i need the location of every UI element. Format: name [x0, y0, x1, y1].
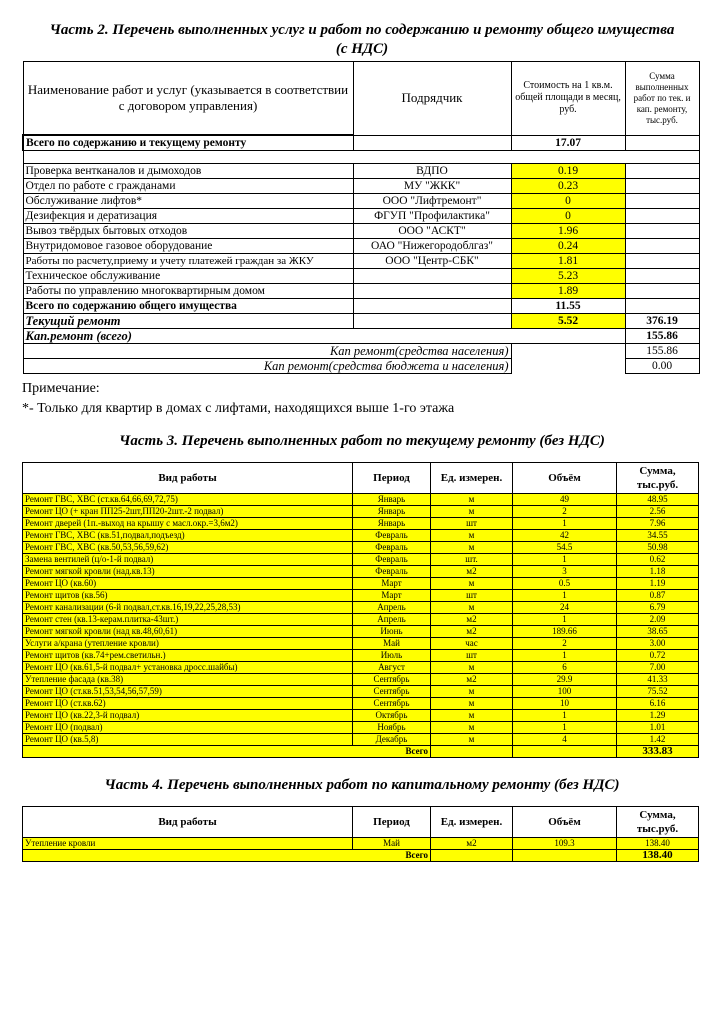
row-work: Ремонт стен (кв.13-керам.плитка-43шт.) [23, 614, 353, 626]
row-volume: 42 [513, 530, 617, 542]
row-sum [625, 179, 699, 194]
row-period: Сентябрь [353, 698, 431, 710]
row-sum: 3.00 [617, 638, 699, 650]
row-work: Ремонт ЦО (подвал) [23, 722, 353, 734]
row-contractor [353, 284, 511, 299]
current-repair-contractor [353, 314, 511, 329]
capital-repair-row [23, 329, 699, 344]
row-contractor: МУ "ЖКК" [353, 179, 511, 194]
row-work: Утепление фасада (кв.38) [23, 674, 353, 686]
row-work: Ремонт ЦО (кв.22,3-й подвал) [23, 710, 353, 722]
row-sum: 0.62 [617, 554, 699, 566]
total-row [23, 135, 699, 151]
row-sum: 38.65 [617, 626, 699, 638]
note-text: *- Только для квартир в домах с лифтами, находящихся выше 1-го этажа [22, 401, 455, 416]
row-volume: 2 [513, 638, 617, 650]
row-work: Ремонт ГВС, ХВС (ст.кв.64,66,69,72,75) [23, 494, 353, 506]
row-sum [625, 239, 699, 254]
maintenance-total-label: Всего по содержанию общего имущества [23, 299, 353, 314]
row-unit: м2 [431, 614, 513, 626]
row-unit: м2 [431, 838, 513, 850]
capital-budget-row [23, 359, 699, 374]
row-sum [625, 209, 699, 224]
table-row [23, 614, 699, 626]
row-work: Ремонт дверей (1п.-выход на крышу с масл.окр.=3,6м2) [23, 518, 353, 530]
row-sum: 50.98 [617, 542, 699, 554]
total-label: Всего по содержанию и текущему ремонту [23, 135, 353, 151]
part2-header-row [23, 62, 699, 136]
row-unit: шт [431, 518, 513, 530]
row-name: Внутридомовое газовое оборудование [23, 239, 353, 254]
table-row [23, 254, 699, 269]
part3-total-row [23, 746, 699, 758]
part2-table [22, 61, 700, 374]
row-work: Ремонт ЦО (ст.кв.62) [23, 698, 353, 710]
row-name: Обслуживание лифтов* [23, 194, 353, 209]
row-unit: м [431, 686, 513, 698]
part3-total-unit [431, 746, 513, 758]
part3-table [22, 462, 699, 758]
header-unit: Ед. измерен. [431, 463, 513, 494]
capital-budget-label: Кап ремонт(средства бюджета и населения) [23, 359, 511, 374]
row-unit: м2 [431, 566, 513, 578]
row-unit: м [431, 530, 513, 542]
row-cost: 1.96 [511, 224, 625, 239]
capital-population-sum: 155.86 [625, 344, 699, 359]
maintenance-total-sum [625, 299, 699, 314]
row-period: Апрель [353, 614, 431, 626]
part4-header-row [23, 807, 699, 838]
row-sum: 1.19 [617, 578, 699, 590]
row-sum: 7.00 [617, 662, 699, 674]
row-volume: 1 [513, 614, 617, 626]
row-sum: 41.33 [617, 674, 699, 686]
row-sum: 1.42 [617, 734, 699, 746]
row-unit: м2 [431, 626, 513, 638]
header-period: Период [353, 807, 431, 838]
part4-total-sum: 138.40 [617, 850, 699, 862]
table-row [23, 530, 699, 542]
row-volume: 49 [513, 494, 617, 506]
row-period: Ноябрь [353, 722, 431, 734]
row-unit: час [431, 638, 513, 650]
row-unit: шт [431, 650, 513, 662]
header-volume: Объём [513, 807, 617, 838]
row-sum [625, 194, 699, 209]
table-row [23, 494, 699, 506]
row-sum [625, 284, 699, 299]
current-repair-row [23, 314, 699, 329]
row-contractor: ФГУП "Профилактика" [353, 209, 511, 224]
row-volume: 4 [513, 734, 617, 746]
row-work: Ремонт щитов (кв.56) [23, 590, 353, 602]
row-volume: 3 [513, 566, 617, 578]
header-sum: Сумма выполненных работ по тек. и кап. ремонту, тыс.руб. [625, 62, 699, 136]
capital-repair-label: Кап.ремонт (всего) [23, 329, 625, 344]
row-sum: 1.01 [617, 722, 699, 734]
row-work: Ремонт ЦО (ст.кв.51,53,54,56,57,59) [23, 686, 353, 698]
current-repair-cost: 5.52 [511, 314, 625, 329]
row-name: Дезифекция и дератизация [23, 209, 353, 224]
row-volume: 1 [513, 590, 617, 602]
row-work: Ремонт щитов (кв.74+рем.светильн.) [23, 650, 353, 662]
row-period: Июль [353, 650, 431, 662]
table-row [23, 838, 699, 850]
row-volume: 1 [513, 554, 617, 566]
header-sum: Сумма, тыс.руб. [617, 463, 699, 494]
row-work: Ремонт ЦО (кв.5,8) [23, 734, 353, 746]
row-volume: 54.5 [513, 542, 617, 554]
row-period: Август [353, 662, 431, 674]
row-volume: 10 [513, 698, 617, 710]
row-name: Проверка вентканалов и дымоходов [23, 164, 353, 179]
header-work: Вид работы [23, 463, 353, 494]
table-row [23, 674, 699, 686]
row-sum: 1.18 [617, 566, 699, 578]
row-work: Ремонт ЦО (кв.61,5-й подвал+ установка дросс.шайбы) [23, 662, 353, 674]
header-work: Вид работы [23, 807, 353, 838]
table-row [23, 179, 699, 194]
row-period: Май [353, 638, 431, 650]
table-row [23, 554, 699, 566]
row-unit: м [431, 506, 513, 518]
row-volume: 29.9 [513, 674, 617, 686]
row-unit: м [431, 578, 513, 590]
row-sum: 138.40 [617, 838, 699, 850]
current-repair-sum: 376.19 [625, 314, 699, 329]
row-period: Февраль [353, 566, 431, 578]
table-row [23, 542, 699, 554]
table-row [23, 662, 699, 674]
row-cost: 1.81 [511, 254, 625, 269]
part2-title-line2: (с НДС) [335, 41, 389, 57]
row-period: Октябрь [353, 710, 431, 722]
row-period: Июнь [353, 626, 431, 638]
row-work: Ремонт ЦО (+ кран ПП25-2шт,ПП20-2шт.-2 подвал) [23, 506, 353, 518]
row-work: Ремонт ЦО (кв.60) [23, 578, 353, 590]
row-work: Утепление кровли [23, 838, 353, 850]
row-volume: 1 [513, 518, 617, 530]
part4-total-label: Всего [23, 850, 431, 862]
row-contractor: ООО "Центр-СБК" [353, 254, 511, 269]
table-row [23, 566, 699, 578]
part4-title: Часть 4. Перечень выполненных работ по капитальному ремонту (без НДС) [104, 777, 620, 793]
row-unit: м [431, 710, 513, 722]
capital-population-empty [511, 344, 625, 359]
part3-total-sum: 333.83 [617, 746, 699, 758]
table-row [23, 284, 699, 299]
row-cost: 0.19 [511, 164, 625, 179]
capital-budget-empty [511, 359, 625, 374]
table-row [23, 638, 699, 650]
row-period: Апрель [353, 602, 431, 614]
row-cost: 0.23 [511, 179, 625, 194]
part2-title-line1: Часть 2. Перечень выполненных услуг и работ по содержанию и ремонту общего имущества [49, 22, 675, 38]
row-period: Март [353, 590, 431, 602]
row-unit: м [431, 494, 513, 506]
part3-total-volume [513, 746, 617, 758]
header-unit: Ед. измерен. [431, 807, 513, 838]
row-period: Декабрь [353, 734, 431, 746]
table-row [23, 602, 699, 614]
row-work: Ремонт ГВС, ХВС (кв.50,53,56,59,62) [23, 542, 353, 554]
row-work: Ремонт мягкой кровли (над кв.48,60,61) [23, 626, 353, 638]
part4-total-volume [513, 850, 617, 862]
row-sum: 6.79 [617, 602, 699, 614]
row-contractor: ВДПО [353, 164, 511, 179]
row-name: Вывоз твёрдых бытовых отходов [23, 224, 353, 239]
row-name: Техническое обслуживание [23, 269, 353, 284]
part3-header-row [23, 463, 699, 494]
row-unit: м [431, 698, 513, 710]
part4-total-row [23, 850, 699, 862]
part4-table [22, 806, 699, 862]
header-cost: Стоимость на 1 кв.м. общей площади в месяц, руб. [511, 62, 625, 136]
capital-repair-sum: 155.86 [625, 329, 699, 344]
row-sum [625, 164, 699, 179]
row-unit: м [431, 734, 513, 746]
row-unit: м [431, 542, 513, 554]
row-period: Май [353, 838, 431, 850]
total-sum [625, 135, 699, 151]
row-unit: м2 [431, 674, 513, 686]
table-row [23, 722, 699, 734]
row-sum: 34.55 [617, 530, 699, 542]
row-volume: 189.66 [513, 626, 617, 638]
row-volume: 100 [513, 686, 617, 698]
row-cost: 0 [511, 209, 625, 224]
capital-population-label: Кап ремонт(средства населения) [23, 344, 511, 359]
row-unit: шт. [431, 554, 513, 566]
row-name: Отдел по работе с гражданами [23, 179, 353, 194]
table-row [23, 164, 699, 179]
row-work: Ремонт ГВС, ХВС (кв.51,подвал,подъезд) [23, 530, 353, 542]
row-volume: 1 [513, 710, 617, 722]
row-period: Февраль [353, 542, 431, 554]
part3-total-label: Всего [23, 746, 431, 758]
part3-rows [23, 494, 699, 746]
table-row [23, 518, 699, 530]
row-cost: 1.89 [511, 284, 625, 299]
capital-budget-sum: 0.00 [625, 359, 699, 374]
total-cost: 17.07 [511, 135, 625, 151]
row-sum: 2.56 [617, 506, 699, 518]
row-unit: м [431, 602, 513, 614]
table-row [23, 698, 699, 710]
row-volume: 1 [513, 722, 617, 734]
row-work: Замена вентилей (ц/о-1-й подвал) [23, 554, 353, 566]
total-contractor [353, 135, 511, 151]
maintenance-total-cost: 11.55 [511, 299, 625, 314]
row-period: Март [353, 578, 431, 590]
row-sum: 1.29 [617, 710, 699, 722]
row-sum: 6.16 [617, 698, 699, 710]
row-period: Январь [353, 494, 431, 506]
row-sum: 0.72 [617, 650, 699, 662]
row-volume: 6 [513, 662, 617, 674]
maintenance-total-row [23, 299, 699, 314]
row-cost: 5.23 [511, 269, 625, 284]
row-sum: 2.09 [617, 614, 699, 626]
row-name: Работы по управлению многоквартирным домом [23, 284, 353, 299]
capital-population-row [23, 344, 699, 359]
row-cost: 0.24 [511, 239, 625, 254]
table-row [23, 626, 699, 638]
header-name: Наименование работ и услуг (указывается в соответствии с договором управления) [23, 62, 353, 136]
row-unit: м [431, 662, 513, 674]
row-sum: 48.95 [617, 494, 699, 506]
row-sum: 0.87 [617, 590, 699, 602]
table-row [23, 734, 699, 746]
table-row [23, 239, 699, 254]
part3-title: Часть 3. Перечень выполненных работ по текущему ремонту (без НДС) [119, 433, 605, 449]
row-period: Январь [353, 506, 431, 518]
row-volume: 1 [513, 650, 617, 662]
row-contractor: ООО "АСКТ" [353, 224, 511, 239]
table-row [23, 710, 699, 722]
row-work: Услуги а/крана (утепление кровли) [23, 638, 353, 650]
table-row [23, 686, 699, 698]
row-period: Сентябрь [353, 686, 431, 698]
row-period: Сентябрь [353, 674, 431, 686]
table-row [23, 590, 699, 602]
header-volume: Объём [513, 463, 617, 494]
table-row [23, 224, 699, 239]
table-row [23, 650, 699, 662]
row-cost: 0 [511, 194, 625, 209]
row-sum: 7.96 [617, 518, 699, 530]
row-sum [625, 254, 699, 269]
table-row [23, 269, 699, 284]
row-volume: 24 [513, 602, 617, 614]
row-work: Ремонт канализации (6-й подвал,ст.кв.16,19,22,25,28,53) [23, 602, 353, 614]
spacer-row [23, 151, 699, 164]
table-row [23, 578, 699, 590]
row-period: Февраль [353, 554, 431, 566]
header-contractor: Подрядчик [353, 62, 511, 136]
table-row [23, 506, 699, 518]
row-period: Февраль [353, 530, 431, 542]
row-work: Ремонт мягкой кровли (над.кв.13) [23, 566, 353, 578]
row-sum: 75.52 [617, 686, 699, 698]
part4-rows [23, 838, 699, 850]
row-unit: м [431, 722, 513, 734]
note-title: Примечание: [22, 381, 100, 396]
row-volume: 0.5 [513, 578, 617, 590]
row-period: Январь [353, 518, 431, 530]
row-contractor: ОАО "Нижегородоблгаз" [353, 239, 511, 254]
row-contractor [353, 269, 511, 284]
row-contractor: ООО "Лифтремонт" [353, 194, 511, 209]
row-volume: 2 [513, 506, 617, 518]
header-period: Период [353, 463, 431, 494]
maintenance-total-contractor [353, 299, 511, 314]
part4-total-unit [431, 850, 513, 862]
header-sum: Сумма, тыс.руб. [617, 807, 699, 838]
row-name: Работы по расчету,приему и учету платежей граждан за ЖКУ [23, 254, 353, 269]
current-repair-label: Текущий ремонт [23, 314, 353, 329]
table-row [23, 209, 699, 224]
row-sum [625, 269, 699, 284]
row-sum [625, 224, 699, 239]
table-row [23, 194, 699, 209]
row-volume: 109.3 [513, 838, 617, 850]
row-unit: шт [431, 590, 513, 602]
